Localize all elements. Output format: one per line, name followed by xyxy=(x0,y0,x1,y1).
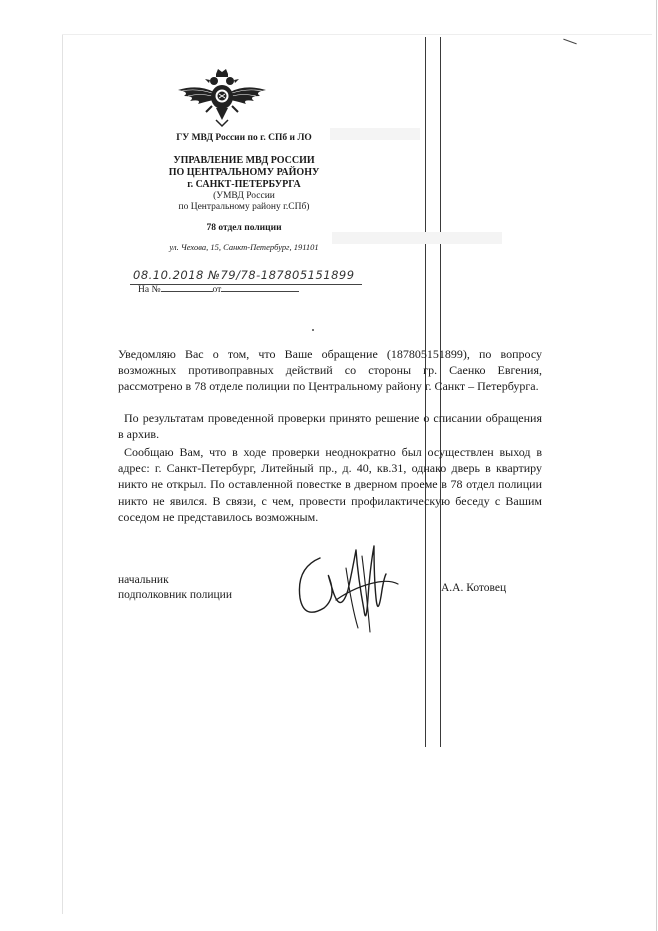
page-edge-top xyxy=(62,34,652,35)
decision-paragraph: По результатам проведенной проверки принято решение о списании обращения в архив. xyxy=(118,411,542,442)
reference-line xyxy=(138,285,299,295)
scan-artifact-dot xyxy=(312,329,314,331)
reference-number-blank xyxy=(161,291,213,292)
department-name-line-2: ПО ЦЕНТРАЛЬНОМУ РАЙОНУ xyxy=(168,167,320,178)
details-paragraph: Сообщаю Вам, что в ходе проверки неоднократно был осуществлен выход в адрес: г. Санкт-Петербург, Литейный пр., д. 40, кв.31, однако дверь в квартиру никто не открыл. По оставленной повестке в дверном проеме в 78 отдел полиции никто не явился. В связи, с чем, провести профилактическую беседу с Вашим соседом не представилось возможным. xyxy=(118,445,542,524)
police-station-address: ул. Чехова, 15, Санкт-Петербург, 191101 xyxy=(169,242,319,252)
scan-artifact-mark xyxy=(563,39,576,45)
department-name-line-1: УПРАВЛЕНИЕ МВД РОССИИ xyxy=(173,155,315,166)
signatory-name: А.А. Котовец xyxy=(441,582,507,594)
mvd-eagle-emblem-icon xyxy=(176,68,268,128)
redacted-recipient-block xyxy=(332,232,502,244)
notification-paragraph: Уведомляю Вас о том, что Ваше обращение (187805151899), по вопросу возможных противоправных действий со стороны гр. Саенко Евгения, рассмотрено в 78 отделе полиции по Центральному району г. Санкт – Петербурга. xyxy=(118,347,542,394)
department-name-line-3: г. САНКТ-ПЕТЕРБУРГА xyxy=(187,179,301,190)
signatory-position: начальник xyxy=(118,574,169,586)
reference-number-label: На № xyxy=(138,285,161,295)
department-short-name-line-2: по Центральному району г.СПб) xyxy=(178,202,310,212)
page-edge-right xyxy=(656,0,657,931)
reference-date-label: от xyxy=(212,285,222,295)
directorate-name: ГУ МВД России по г. СПб и ЛО xyxy=(176,133,312,143)
page-edge-left xyxy=(62,34,63,914)
signatory-rank: подполковник полиции xyxy=(118,589,232,601)
police-station-name: 78 отдел полиции xyxy=(206,223,282,233)
registration-handwritten-number: 08.10.2018 №79/78-187805151899 xyxy=(133,268,355,282)
reference-date-blank xyxy=(221,291,299,292)
department-short-name-line-1: (УМВД России xyxy=(213,191,275,201)
redacted-recipient-block xyxy=(330,128,420,140)
handwritten-signature-icon xyxy=(286,538,406,638)
